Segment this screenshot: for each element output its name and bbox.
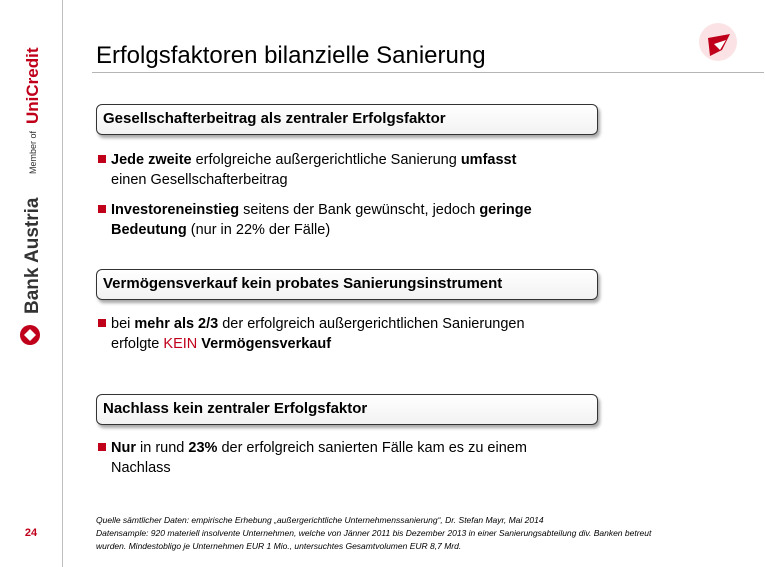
text-run: einen Gesellschafterbeitrag <box>111 172 288 188</box>
unicredit-logo-icon <box>696 20 744 64</box>
bullet-mehr-als-zwei-drittel <box>98 314 525 354</box>
text-run: geringe <box>479 202 532 218</box>
page-title: Erfolgsfaktoren bilanzielle Sanierung <box>96 42 486 69</box>
footnote-line-scope: wurden. Mindestobligo je Unternehmen EUR 1 Mio., untersuchtes Gesamtvolumen EUR 8,7 Mrd. <box>96 541 462 551</box>
bullet-text-line <box>98 170 516 190</box>
text-run: seitens der Bank gewünscht, jedoch <box>239 202 480 218</box>
text-run: erfolgte <box>111 336 164 352</box>
bullet-square-icon <box>98 205 106 213</box>
text-run: Investoreneinstieg <box>111 202 240 218</box>
footnote-line-source: Quelle sämtlicher Daten: empirische Erhebung „außergerichtliche Unternehmenssanierung“, Dr. Stefan Mayr, Mai 2014 <box>96 515 544 525</box>
text-run: in rund <box>135 440 189 456</box>
text-run: umfasst <box>460 152 517 168</box>
text-run: erfolgreiche außergerichtliche Sanierung <box>191 152 461 168</box>
bullet-jede-zweite <box>98 150 516 190</box>
text-run: Nur <box>111 440 136 456</box>
page-number: 24 <box>24 527 38 539</box>
text-run: (nur in 22% der Fälle) <box>186 222 331 238</box>
section-heading-nachlass: Nachlass kein zentraler Erfolgsfaktor <box>96 394 598 425</box>
unicredit-mark-icon <box>20 325 40 345</box>
text-run: der erfolgreich außergerichtlichen Sanierungen <box>218 316 525 332</box>
bullet-text-line <box>98 458 527 478</box>
bullet-text-line <box>111 202 532 218</box>
text-run: Bedeutung <box>111 222 187 238</box>
brand-primary-text: Bank Austria <box>22 197 43 314</box>
footnote-line-sample: Datensample: 920 materiell insolvente Unternehmen, welche von Jänner 2011 bis Dezember 2013 in einer Sanierungsabteilung div. Banken betreut <box>96 528 652 538</box>
title-divider <box>92 72 764 73</box>
bank-austria-unicredit-logo <box>16 24 46 364</box>
source-footnote <box>96 514 761 553</box>
text-run: Nachlass <box>111 460 171 476</box>
bullet-text-line <box>111 316 525 332</box>
bullet-text-line <box>98 334 525 354</box>
text-run: 23% <box>188 440 218 456</box>
bullet-nachlass <box>98 438 527 478</box>
section-heading-gesellschafterbeitrag: Gesellschafterbeitrag als zentraler Erfolgsfaktor <box>96 104 598 135</box>
section-heading-vermoegensverkauf: Vermögensverkauf kein probates Sanierungsinstrument <box>96 269 598 300</box>
bullet-text-line <box>111 440 527 456</box>
bullet-square-icon <box>98 155 106 163</box>
text-run: bei <box>111 316 135 332</box>
text-run: KEIN <box>163 336 198 352</box>
text-run: Jede zweite <box>111 152 192 168</box>
bullet-investoreneinstieg <box>98 200 532 240</box>
brand-member-text: Member of <box>28 130 38 174</box>
bullet-square-icon <box>98 443 106 451</box>
bullet-text-line <box>111 152 516 168</box>
text-run: mehr als 2/3 <box>134 316 219 332</box>
bullet-square-icon <box>98 319 106 327</box>
text-run: Vermögensverkauf <box>197 336 332 352</box>
sidebar <box>0 0 63 567</box>
brand-logo <box>16 24 46 364</box>
text-run: der erfolgreich sanierten Fälle kam es zu einem <box>217 440 527 456</box>
bullet-text-line <box>98 220 532 240</box>
brand-group-text: UniCredit <box>23 47 42 124</box>
